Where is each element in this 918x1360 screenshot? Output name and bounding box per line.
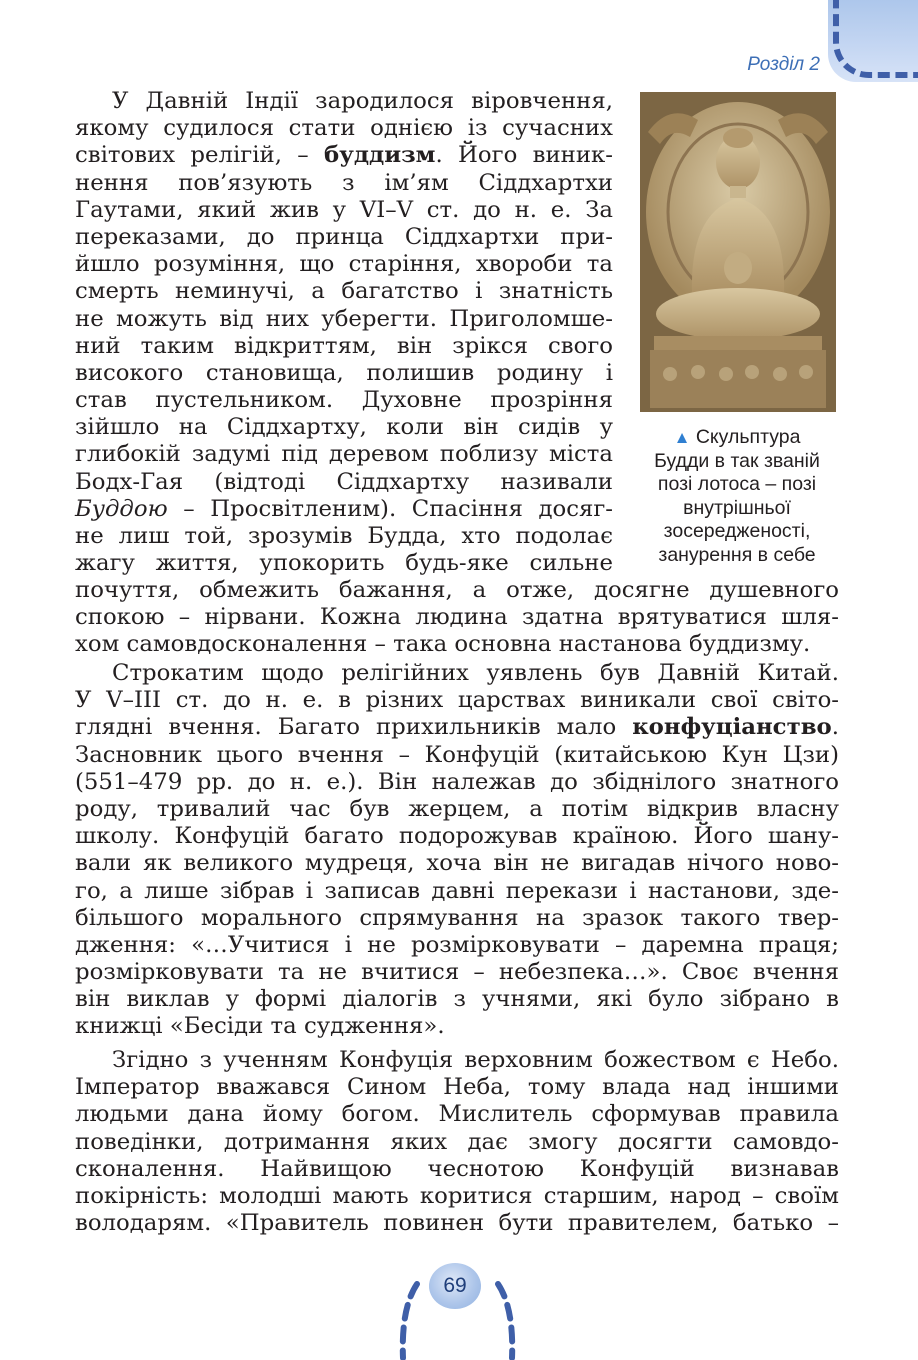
text-line: глибокій задумі під деревом поблизу міста [75,441,613,468]
paragraph-confucianism [75,660,839,1041]
section-label: Розділ 2 [747,54,820,75]
text-line: людьми дана йому богом. Мислитель сформував правила [75,1101,839,1128]
text-line: не можуть від них уберегти. Приголомше- [75,305,613,332]
text-line: Строкатим щодо релігійних уявлень був Давній Китай. [112,660,839,686]
text-line: дження: «…Учитися і не розмірковувати – даремна праця; [75,931,839,958]
text-line: Гаутами, який жив у VI–V ст. до н. е. За [75,196,613,223]
text-line: переказами, до принца Сіддхартхи при- [75,223,613,250]
text-line: хом самовдосконалення – така основна настанова буддизму. [75,631,811,658]
corner-dashed-border [833,0,918,78]
text-line: го, а лише зібрав і записав давні перекази і настанови, зде- [75,877,839,904]
page-number: 69 [429,1263,481,1309]
text-line: почуття, обмежить бажання, а отже, досягне душевного [75,577,839,603]
text-line: зійшло на Сіддхартху, коли він сидів у [75,414,613,441]
text-line: Бодх-Гая (відтоді Сіддхартху називали [75,468,613,495]
caption-line-3: позі лотоса – позі [657,473,817,496]
text-line: володарям. «Правитель повинен бути правителем, батько – [75,1210,839,1237]
caption-line-1: ▲ Скульптура [673,426,801,448]
buddha-sculpture-drawing [640,92,836,412]
text-line: (551–479 рр. до н. е.). Він належав до збіднілого знатного [75,768,839,795]
text-line: вали як великого мудреця, хоча він не вигадав нічого ново- [75,850,839,877]
text-line: нення пов’язують з ім’ям Сіддхартхи [75,169,613,196]
text-line: високого становища, полишив родину і [75,359,613,386]
caption-line-2: Будди в так званій [654,449,820,472]
caption-line-4: внутрішньої [683,496,791,519]
text-line: більшого морального спрямування на зразок такого твер- [75,904,839,931]
text-line: він виклав у формі діалогів з учнями, які було зібрано в [75,986,839,1013]
text-line: покірність: молодші мають коритися старшим, народ – своїм [75,1182,839,1209]
emphasized-term: конфуціанство [632,714,832,741]
text-line: Буддою – Просвітленим). Спасіння досяг- [75,495,613,522]
text-line: книжці «Бесіди та судження». [75,1013,445,1040]
paragraph-confucius-teaching [75,1047,839,1237]
caption-line-6: занурення в себе [658,543,816,566]
text-line: У V–III ст. до н. е. в різних царствах виникали свої світо- [75,687,839,714]
text-line: Засновник цього вчення – Конфуцій (китайською Кун Цзи) [75,741,839,768]
triangle-marker-icon: ▲ [673,428,691,447]
text-line: У Давній Індії зародилося віровчення, [112,88,613,114]
page-number-badge [395,1258,520,1360]
text-line: не лиш той, зрозумів Будда, хто подолає [75,523,613,549]
text-line: школу. Конфуцій багато подорожував країною. Його шану- [75,823,839,850]
text-line: став пустельником. Духовне прозріння [75,387,613,414]
text-line: роду, тривалий час був жерцем, а потім відкрив власну [75,795,839,822]
text-line: Згідно з ученням Конфуція верховним божеством є Небо. [112,1047,839,1073]
text-line: якому судилося стати однією із сучасних [75,115,613,142]
emphasized-term: Буддою [75,495,168,522]
text-line: йшло розуміння, що старіння, хвороби та [75,251,613,278]
caption-line-5: зосередженості, [663,520,811,543]
paragraph-buddhism-narrow [75,88,613,577]
text-line: розмірковувати та не вчитися – небезпека…». Своє вчення [75,959,839,986]
text-line: сконалення. Найвищою чеснотою Конфуцій визнавав [75,1155,839,1182]
text-line: спокою – нірвани. Кожна людина здатна врятуватися шля- [75,604,839,631]
text-line: світових релігій, – буддизм. Його виник- [75,142,613,169]
text-line: жагу життя, упокорить будь-яке сильне [75,550,613,577]
buddha-sculpture-image [640,92,836,412]
text-line: смерть неминучі, а багатство і знатність [75,278,613,305]
text-line: Імператор вважався Сином Неба, тому влада над іншими [75,1074,839,1101]
paragraph-buddhism-wide [75,577,839,659]
emphasized-term: буддизм [324,142,436,169]
figure-caption [628,426,846,568]
text-line: ний таким відкриттям, він зрікся свого [75,332,613,359]
text-line: глядні вчення. Багато прихильників мало конфуціанство. [75,714,839,741]
text-line: поведінки, дотримання яких дає змогу досягти самовдо- [75,1128,839,1155]
